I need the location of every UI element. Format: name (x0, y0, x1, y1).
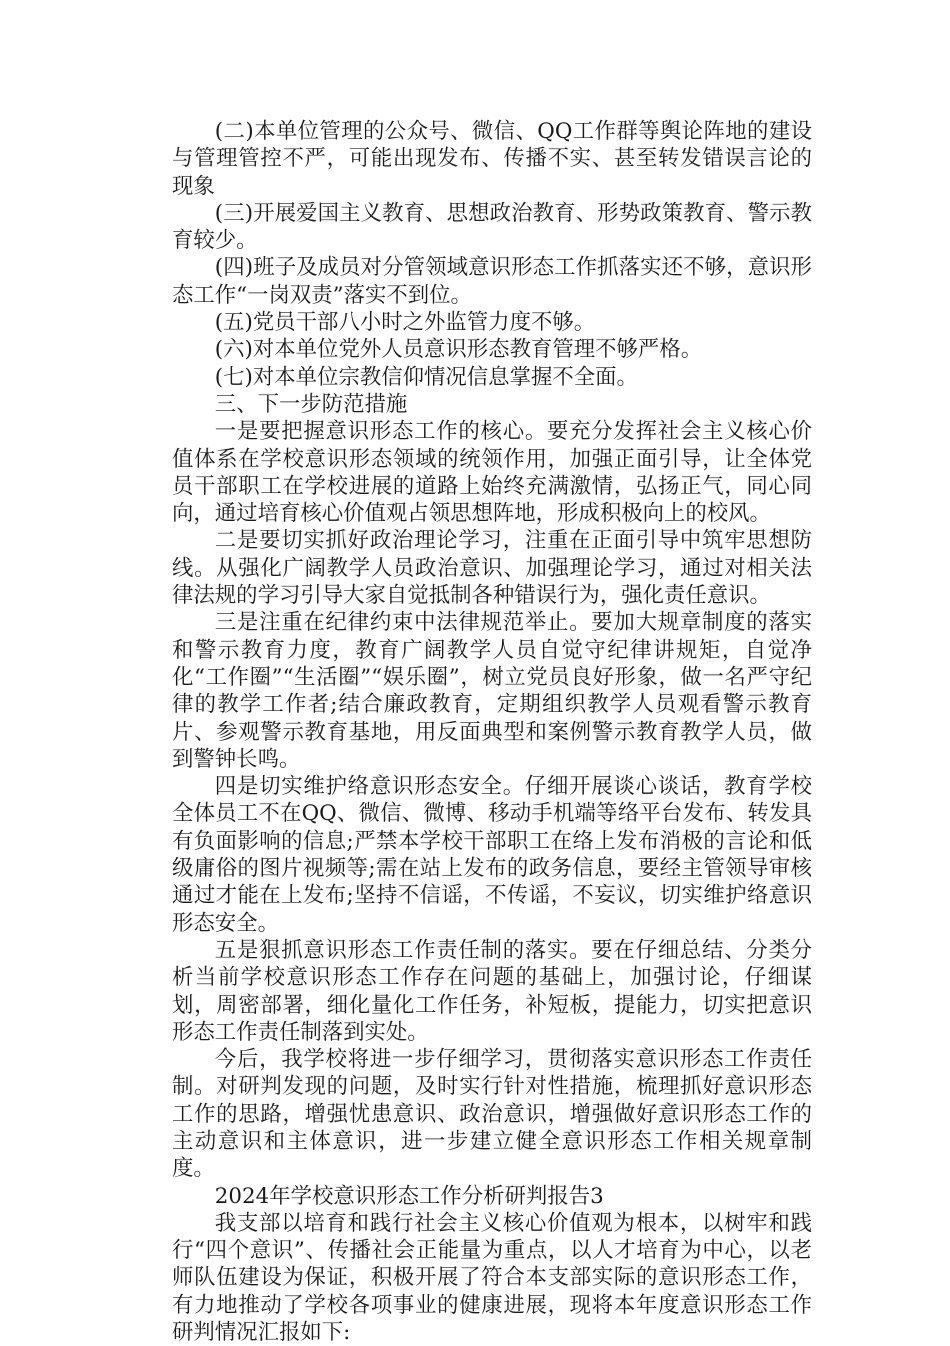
paragraph-measure-2: 二是要切实抓好政治理论学习，注重在正面引导中筑牢思想防线。从强化广阔教学人员政治意识、加强理论学习，通过对相关法律法规的学习引导大家自觉抵制各种错误行为，强化责任意识。 (172, 528, 812, 609)
paragraph-issue-7: (七)对本单位宗教信仰情况信息掌握不全面。 (214, 364, 638, 390)
paragraph-issue-2: (二)本单位管理的公众号、微信、QQ工作群等舆论阵地的建设与管理管控不严，可能出现发布、传播不实、甚至转发错误言论的现象 (172, 119, 812, 199)
paragraph-issue-3: (三)开展爱国主义教育、思想政治教育、形势政策教育、警示教育较少。 (172, 200, 812, 254)
paragraph-measure-5: 五是狠抓意识形态工作责任制的落实。要在仔细总结、分类分析当前学校意识形态工作存在问题的基础上，加强讨论，仔细谋划，周密部署，细化量化工作任务，补短板，提能力，切实把意识形态工作责任制落到实处。 (172, 937, 812, 1045)
paragraph-conclusion: 今后，我学校将进一步仔细学习，贯彻落实意识形态工作责任制。对研判发现的问题，及时实行针对性措施，梳理抓好意识形态工作的思路，增强忧患意识、政治意识，增强做好意识形态工作的主动意识和主体意识，进一步建立健全意识形态工作相关规章制度。 (172, 1047, 812, 1182)
section-heading-next-steps: 三、下一步防范措施 (214, 391, 408, 417)
paragraph-measure-1: 一是要把握意识形态工作的核心。要充分发挥社会主义核心价值体系在学校意识形态领域的统领作用，加强正面引导，让全体党员干部职工在学校进展的道路上始终充满激情，弘扬正气，同心同向，通过培育核心价值观占领思想阵地，形成积极向上的校风。 (172, 419, 812, 527)
paragraph-measure-4: 四是切实维护络意识形态安全。仔细开展谈心谈话，教育学校全体员工不在QQ、微信、微博、移动手机端等络平台发布、转发具有负面影响的信息;严禁本学校干部职工在络上发布消极的言论和低级庸俗的图片视频等;需在站上发布的政务信息，要经主管领导审核通过才能在上发布;坚持不信谣，不传谣，不妄议，切实维护络意识形态安全。 (172, 774, 812, 936)
document-body (172, 118, 812, 1346)
paragraph-issue-4: (四)班子及成员对分管领域意识形态工作抓落实还不够，意识形态工作“一岗双责”落实不到位。 (172, 255, 812, 308)
paragraph-issue-5: (五)党员干部八小时之外监管力度不够。 (214, 310, 596, 336)
paragraph-report-3-intro: 我支部以培育和践行社会主义核心价值观为根本，以树牢和践行“四个意识”、传播社会正能量为重点，以人才培育为中心，以老师队伍建设为保证，积极开展了符合本支部实际的意识形态工作，有力地推动了学校各项事业的健康进展，现将本年度意识形态工作研判情况汇报如下: (172, 1210, 812, 1346)
paragraph-measure-3: 三是注重在纪律约束中法律规范举止。要加大规章制度的落实和警示教育力度，教育广阔教学人员自觉守纪律讲规矩，自觉净化“工作圈”“生活圈”“娱乐圈”，树立党员良好形象，做一名严守纪律的教学工作者;结合廉政教育，定期组织教学人员观看警示教育片、参观警示教育基地，用反面典型和案例警示教育教学人员，做到警钟长鸣。 (172, 610, 812, 772)
report-title-3: 2024年学校意识形态工作分析研判报告3 (214, 1183, 604, 1209)
paragraph-issue-6: (六)对本单位党外人员意识形态教育管理不够严格。 (214, 337, 703, 363)
